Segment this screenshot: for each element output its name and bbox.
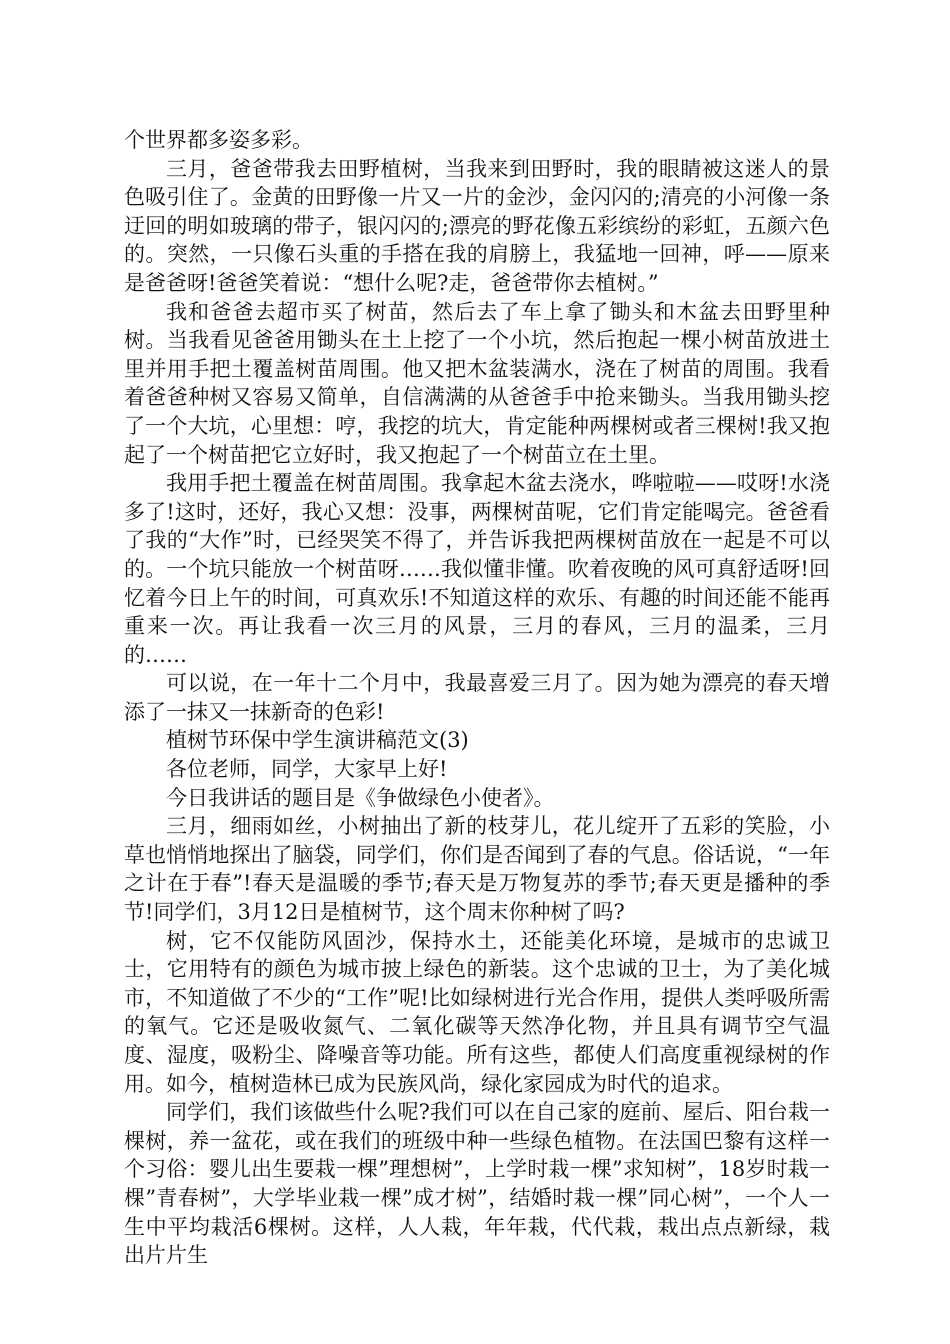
document-body	[124, 126, 830, 1270]
paragraph-love-march: 可以说，在一年十二个月中，我最喜爱三月了。因为她为漂亮的春天增添了一抹又一抹新奇的色彩!	[124, 671, 830, 724]
paragraph-greeting: 各位老师，同学，大家早上好!	[166, 757, 448, 782]
paragraph-trees-benefits: 树，它不仅能防风固沙，保持水土，还能美化环境，是城市的忠诚卫士，它用特有的颜色为城市披上绿色的新装。这个忠诚的卫士，为了美化城市，不知道做了不少的“工作”呢!比如绿树进行光合作用，提供人类呼吸所需的氧气。它还是吸收氮气、二氧化碳等天然净化物，并且具有调节空气温度、湿度，吸粉尘、降噪音等功能。所有这些，都使人们高度重视绿树的作用。如今，植树造林已成为民族风尚，绿化家园成为时代的追求。	[124, 928, 830, 1096]
paragraph-watering: 我用手把土覆盖在树苗周围。我拿起木盆去浇水，哗啦啦——哎呀!水浇多了!这时，还好，我心又想：没事，两棵树苗呢，它们肯定能喝完。爸爸看了我的“大作”时，已经哭笑不得了，并告诉我把两棵树苗放在一起是不可以的。一个坑只能放一个树苗呀……我似懂非懂。吹着夜晚的风可真舒适呀!回忆着今日上午的时间，可真欢乐!不知道这样的欢乐、有趣的时间还能不能再重来一次。再让我看一次三月的风景，三月的春风，三月的温柔，三月的……	[124, 471, 830, 667]
paragraph-continuation: 个世界都多姿多彩。	[124, 128, 313, 152]
paragraph-topic: 今日我讲话的题目是《争做绿色小使者》。	[166, 785, 555, 810]
section-heading: 植树节环保中学生演讲稿范文(3)	[166, 728, 469, 753]
paragraph-march-planting: 三月，爸爸带我去田野植树，当我来到田野时，我的眼睛被这迷人的景色吸引住了。金黄的田野像一片又一片的金沙，金闪闪的;清亮的小河像一条迂回的明如玻璃的带子，银闪闪的;漂亮的野花像五彩缤纷的彩虹，五颜六色的。突然，一只像石头重的手搭在我的肩膀上，我猛地一回神，呼——原来是爸爸呀!爸爸笑着说：“想什么呢?走，爸爸带你去植树。”	[124, 156, 830, 295]
paragraph-spring: 三月，细雨如丝，小树抽出了新的枝芽儿，花儿绽开了五彩的笑脸，小草也悄悄地探出了脑袋，同学们，你们是否闻到了春的气息。俗话说，“一年之计在于春”!春天是温暖的季节;春天是万物复苏的季节;春天更是播种的季节!同学们，3月12日是植树节，这个周末你种树了吗?	[124, 814, 830, 925]
paragraph-what-to-do: 同学们，我们该做些什么呢?我们可以在自己家的庭前、屋后、阳台栽一棵树，养一盆花，或在我们的班级中种一些绿色植物。在法国巴黎有这样一个习俗：婴儿出生要栽一棵”理想树”，上学时栽一棵”求知树”，18岁时栽一棵”青春树”，大学毕业栽一棵”成才树”，结婚时栽一棵”同心树”，一个人一生中平均栽活6棵树。这样，人人栽，年年栽，代代栽，栽出点点新绿，栽出片片生	[124, 1100, 830, 1268]
paragraph-buying-saplings: 我和爸爸去超市买了树苗，然后去了车上拿了锄头和木盆去田野里种树。当我看见爸爸用锄头在土上挖了一个小坑，然后抱起一棵小树苗放进土里并用手把土覆盖树苗周围。他又把木盆装满水，浇在了树苗的周围。我看着爸爸种树又容易又简单，自信满满的从爸爸手中抢来锄头。当我用锄头挖了一个大坑，心里想：哼，我挖的坑大，肯定能种两棵树或者三棵树!我又抱起了一个树苗把它立好时，我又抱起了一个树苗立在土里。	[124, 299, 830, 467]
